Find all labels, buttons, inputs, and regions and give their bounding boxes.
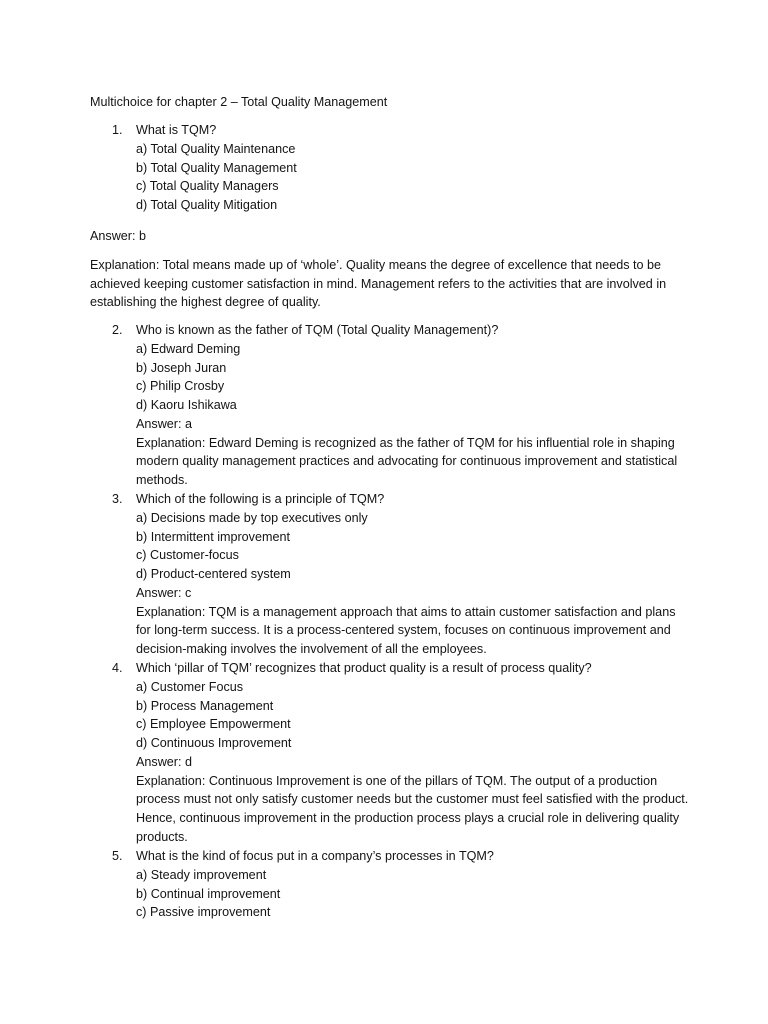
question-3 — [112, 490, 692, 659]
explanation: Explanation: Edward Deming is recognized as the father of TQM for his influential role in shaping modern quality management practices and advocating for continuous improvement and statistical methods. — [136, 435, 678, 487]
option-d: d) Continuous Improvement — [136, 736, 292, 750]
question-number: 4. — [112, 661, 123, 675]
option-b: b) Intermittent improvement — [136, 529, 290, 544]
question-text: Which ‘pillar of TQM’ recognizes that product quality is a result of process quality? — [136, 661, 592, 675]
option-a: a) Edward Deming — [136, 341, 241, 356]
option-d: d) Total Quality Mitigation — [136, 198, 278, 212]
option-b: b) Total Quality Management — [136, 160, 297, 175]
question-4 — [112, 659, 692, 847]
question-1-explanation: Explanation: Total means made up of ‘whole’. Quality means the degree of excellence that needs to be achieved keeping customer satisfaction in mind. Management refers to the activities that are involved in establishing the highest degree of quality. — [90, 258, 667, 309]
option-c: c) Employee Empowerment — [136, 717, 291, 732]
option-c: c) Philip Crosby — [136, 379, 225, 394]
question-5 — [112, 847, 692, 922]
question-text: What is TQM? — [136, 123, 217, 137]
explanation: Explanation: Continuous Improvement is one of the pillars of TQM. The output of a production process must not only satisfy customer needs but the customer must feel satisfied with the product. Hence, continuous improvement in the production process plays a crucial role in delivering quality products. — [136, 773, 689, 844]
question-number: 2. — [112, 323, 123, 337]
option-b: b) Joseph Juran — [136, 360, 227, 375]
question-number: 3. — [112, 492, 123, 506]
explanation: Explanation: TQM is a management approach that aims to attain customer satisfaction and plans for long-term success. It is a process-centered system, focuses on continuous improvement and decision-making involves the involvement of all the employees. — [136, 604, 676, 656]
option-d: d) Kaoru Ishikawa — [136, 398, 237, 412]
document-title: Multichoice for chapter 2 – Total Quality Management — [90, 95, 388, 109]
question-number: 5. — [112, 849, 123, 863]
option-a: a) Steady improvement — [136, 867, 267, 882]
question-1 — [112, 121, 692, 215]
option-c: c) Passive improvement — [136, 905, 271, 920]
question-text: Who is known as the father of TQM (Total Quality Management)? — [136, 323, 499, 337]
answer: Answer: c — [136, 585, 192, 600]
option-a: a) Customer Focus — [136, 679, 244, 694]
question-number: 1. — [112, 123, 123, 137]
option-a: a) Total Quality Maintenance — [136, 141, 296, 156]
question-2 — [112, 321, 692, 490]
option-c: c) Total Quality Managers — [136, 179, 279, 194]
option-a: a) Decisions made by top executives only — [136, 510, 368, 525]
question-1-answer: Answer: b — [90, 229, 146, 243]
answer: Answer: d — [136, 754, 192, 769]
option-d: d) Product-centered system — [136, 567, 291, 581]
question-text: Which of the following is a principle of TQM? — [136, 492, 385, 506]
option-b: b) Continual improvement — [136, 886, 281, 901]
answer: Answer: a — [136, 416, 192, 431]
option-b: b) Process Management — [136, 698, 274, 713]
question-text: What is the kind of focus put in a company’s processes in TQM? — [136, 849, 494, 863]
option-c: c) Customer-focus — [136, 548, 239, 563]
